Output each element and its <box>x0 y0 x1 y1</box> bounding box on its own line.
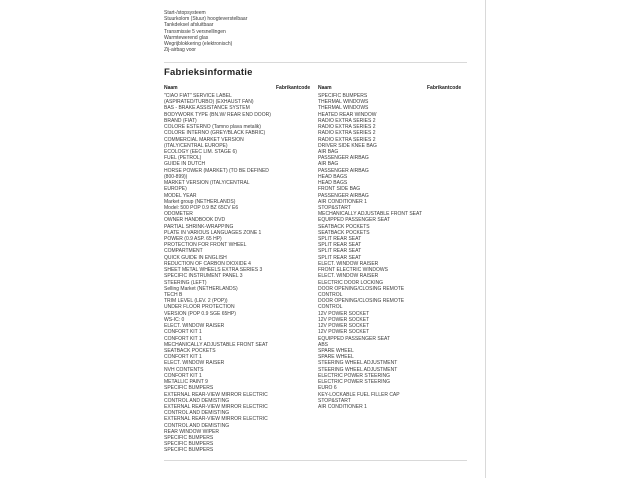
table-row: SPECIFIC BUMPERS <box>164 441 214 448</box>
table-row: METALLIC PAINT 9 <box>164 379 208 386</box>
table-row: AIR BAG <box>318 161 339 168</box>
table-row: (800-899)) <box>164 173 188 180</box>
separator-bottom <box>164 460 467 461</box>
table-row: REAR WINDOW WIPER <box>164 428 219 435</box>
table-row: RADIO EXTRA SERIES 2 <box>318 117 376 124</box>
table-row: BAS - BRAKE ASSISTANCE SYSTEM <box>164 105 250 112</box>
table-row: Market group (NETHERLANDS) <box>164 198 236 205</box>
table-row: MARKET VERSION (ITALY/CENTRAL <box>164 180 250 187</box>
table-row: ELECT. WINDOW RAISER <box>164 323 225 330</box>
equipment-item: Warmtewerend glas <box>164 34 209 41</box>
table-row: RADIO EXTRA SERIES 2 <box>318 136 376 143</box>
column-header-naam-right: Naam <box>318 85 332 91</box>
table-row: EURO 6 <box>318 385 337 392</box>
table-row: COMPARTMENT <box>164 248 203 255</box>
table-row: CONFORT KIT 1 <box>164 354 202 361</box>
equipment-item: Start-/stopsysteem <box>164 10 206 16</box>
table-row: POWER (0.9 ASP. 65 HP) <box>164 236 222 243</box>
table-row: SEATBACK POCKETS <box>164 347 216 354</box>
table-row: ELECT. WINDOW RAISER <box>318 260 379 267</box>
table-row: FRONT SIDE BAG <box>318 186 361 193</box>
table-row: TECH B <box>164 292 183 298</box>
equipment-item: Wegrijblokkering (elektronisch) <box>164 41 233 48</box>
table-row: MODEL YEAR <box>164 192 197 199</box>
column-header-fabrikantcode-left: Fabrikantcode <box>276 85 311 91</box>
table-row: HORSE POWER (MARKET) (TO BE DEFINED <box>164 167 269 174</box>
table-row: ELECTRIC DOOR LOCKING <box>318 279 384 286</box>
table-row: ECOLOGY (EEC LIM. STAGE 6) <box>164 148 237 155</box>
table-row: DOOR OPENING/CLOSING REMOTE <box>318 285 405 292</box>
table-row: PASSENGER AIRBAG <box>318 155 369 162</box>
equipment-item: Transmissie 5 versnellingen <box>164 28 226 35</box>
equipment-list <box>164 10 247 54</box>
table-row: CONTROL AND DEMISTING <box>164 410 230 417</box>
table-row: THERMAL WINDOWS <box>318 99 369 106</box>
table-row: Selling Market (NETHERLANDS) <box>164 285 238 292</box>
table-row: HEATED REAR WINDOW <box>318 111 377 118</box>
section-title: Fabrieksinformatie <box>164 67 253 78</box>
table-row: SEATBACK POCKETS <box>318 223 370 230</box>
table-row: 12V POWER SOCKET <box>318 329 370 336</box>
table-row: MECHANICALLY ADJUSTABLE FRONT SEAT <box>164 341 269 348</box>
table-row: ELECT. WINDOW RAISER <box>164 360 225 367</box>
table-row: SPLIT REAR SEAT <box>318 242 362 249</box>
table-row: CONTROL <box>318 292 343 298</box>
table-row: OWNER HANDBOOK DVD <box>164 217 226 224</box>
table-row: STEERING WHEEL ADJUSTMENT <box>318 366 398 373</box>
table-row: EXTERNAL REAR-VIEW MIRROR ELECTRIC <box>164 403 268 410</box>
table-row: AIR BAG <box>318 148 339 155</box>
panel-right-border <box>485 0 486 478</box>
table-row: QUICK GUIDE IN ENGLISH <box>164 254 227 261</box>
table-row: UNDER FLOOR PROTECTION <box>164 304 235 311</box>
table-row: EXTERNAL REAR-VIEW MIRROR ELECTRIC <box>164 391 268 398</box>
table-row: CONFORT KIT 1 <box>164 329 202 336</box>
table-row: RADIO EXTRA SERIES 2 <box>318 124 376 131</box>
equipment-item: Stuurkolom (Stuur) hoogteverstelbaar <box>164 16 248 23</box>
table-row: SEATBACK POCKETS <box>318 229 370 236</box>
table-row: SPECIFIC INSTRUMENT PANEL 3 <box>164 273 243 280</box>
table-row: PASSENGER AIRBAG <box>318 167 369 174</box>
table-row: STEERING (LEFT) <box>164 279 207 286</box>
table-row: PARTIAL SHRINK-WRAPPING <box>164 223 234 230</box>
table-row: COMMERCIAL MARKET VERSION <box>164 136 244 143</box>
table-row: ELECTRIC POWER STEERING <box>318 379 390 386</box>
table-row: HEAD BAGS <box>318 173 348 180</box>
table-row: SPLIT REAR SEAT <box>318 236 362 243</box>
separator-top <box>164 62 467 63</box>
table-row: KEY-LOCKABLE FUEL FILLER CAP <box>318 391 400 398</box>
table-row: AIR CONDITIONER 1 <box>318 198 367 205</box>
table-row: VERSION (POP 0.9 SGE 65HP) <box>164 310 236 317</box>
table-row: EUROPE) <box>164 186 187 193</box>
table-row: Model: 500 POP 0.9 BZ 65CV E6 <box>164 204 239 211</box>
table-row: EQUIPPED PASSENGER SEAT <box>318 335 391 342</box>
table-row: STOP&START <box>318 204 351 211</box>
factory-info-right-column <box>318 93 422 410</box>
table-row: DOOR OPENING/CLOSING REMOTE <box>318 298 405 305</box>
table-row: GUIDE IN DUTCH <box>164 161 206 168</box>
table-row: ODOMETER <box>164 211 193 218</box>
equipment-item: Tankdeksel afsluitbaar <box>164 22 214 29</box>
table-row: CONFORT KIT 1 <box>164 335 202 342</box>
table-row: EQUIPPED PASSENGER SEAT <box>318 217 391 224</box>
table-row: STOP&START <box>318 397 351 404</box>
table-row: EXTERNAL REAR-VIEW MIRROR ELECTRIC <box>164 416 268 423</box>
table-row: "CIAO FIAT" SERVICE LABEL <box>164 93 232 99</box>
table-row: RADIO EXTRA SERIES 2 <box>318 130 376 137</box>
table-row: SPECIFIC BUMPERS <box>164 447 214 454</box>
equipment-item: Zij-airbag voor <box>164 47 196 54</box>
table-row: (ASPIRATED/TURBO) (EXHAUST FAN) <box>164 99 254 106</box>
table-row: AIR CONDITIONER 1 <box>318 403 367 410</box>
table-row: TRIM LEVEL (LEV. 2 (POP)) <box>164 298 228 305</box>
table-row: PASSENGER AIRBAG <box>318 192 369 199</box>
table-row: FRONT ELECTRIC WINDOWS <box>318 267 388 274</box>
column-header-fabrikantcode-right: Fabrikantcode <box>427 85 462 91</box>
table-row: 12V POWER SOCKET <box>318 316 370 323</box>
table-row: 12V POWER SOCKET <box>318 310 370 317</box>
table-row: (ITALY/CENTRAL EUROPE) <box>164 142 228 149</box>
table-row: ABS <box>318 341 329 348</box>
table-row: FUEL (PETROL) <box>164 155 202 162</box>
table-row: COLORE INTERNO (GREY/BLACK FABRIC) <box>164 130 266 137</box>
table-row: CONTROL AND DEMISTING <box>164 397 230 404</box>
table-row: THERMAL WINDOWS <box>318 105 369 112</box>
table-row: BODYWORK TYPE (BN.W/ REAR END DOOR) <box>164 111 271 118</box>
table-row: SPECIFIC BUMPERS <box>164 385 214 392</box>
table-row: COLORE ESTERNO (Tamno plava metalik) <box>164 124 261 131</box>
table-row: REDUCTION OF CARBON DIOXIDE 4 <box>164 260 251 267</box>
factory-info-left-column <box>164 93 271 454</box>
table-row: BRAND (FIAT) <box>164 117 197 124</box>
table-row: SPARE WHEEL <box>318 347 354 354</box>
table-row: SPARE WHEEL <box>318 354 354 361</box>
table-row: SHEET METAL WHEELS EXTRA SERIES 3 <box>164 267 263 274</box>
table-row: SPLIT REAR SEAT <box>318 254 362 261</box>
table-row: ELECT. WINDOW RAISER <box>318 273 379 280</box>
table-row: CONFORT KIT 1 <box>164 372 202 379</box>
table-row: NVH CONTENTS <box>164 366 204 373</box>
table-row: CONTROL AND DEMISTING <box>164 422 230 429</box>
table-row: ELECTRIC POWER STEERING <box>318 372 390 379</box>
table-row: SPLIT REAR SEAT <box>318 248 362 255</box>
table-row: PLATE IN VARIOUS LANGUAGES ZONE 1 <box>164 229 262 236</box>
table-row: SPECIFIC BUMPERS <box>164 435 214 442</box>
table-row: DRIVER SIDE KNEE BAG <box>318 142 377 149</box>
table-row: STEERING WHEEL ADJUSTMENT <box>318 360 398 367</box>
table-row: SPECIFIC BUMPERS <box>318 93 368 99</box>
table-row: HEAD BAGS <box>318 180 348 187</box>
column-header-naam-left: Naam <box>164 85 178 91</box>
table-row: WS-IC: 0 <box>164 316 185 323</box>
table-row: PROTECTION FOR FRONT WHEEL <box>164 242 247 249</box>
table-row: MECHANICALLY ADJUSTABLE FRONT SEAT <box>318 211 423 218</box>
table-row: CONTROL <box>318 304 343 311</box>
table-row: 12V POWER SOCKET <box>318 323 370 330</box>
